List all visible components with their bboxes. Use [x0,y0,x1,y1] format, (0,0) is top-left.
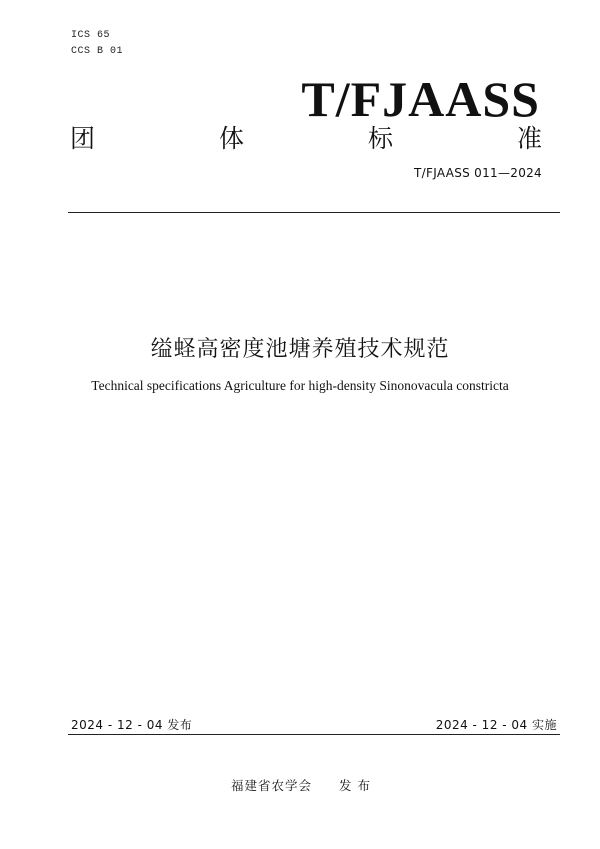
standard-type-char-1: 团 [70,124,96,153]
organization-code-heading: T/FJAASS [301,71,540,127]
bottom-divider [68,734,560,735]
standard-type-char-3: 标 [367,124,393,153]
ics-code: ICS 65 [71,30,111,41]
standard-type-char-2: 体 [218,124,244,153]
document-title-english: Technical specifications Agriculture for high-density Sinonovacula constricta [91,378,509,393]
document-title-chinese: 缢蛏高密度池塘养殖技术规范 [150,337,450,362]
ccs-code: CCS B 01 [71,46,124,57]
top-divider [68,212,560,213]
standard-type-label [70,126,542,151]
issue-date: 2024 - 12 - 04 发布 [71,718,193,732]
standard-number: T/FJAASS 011—2024 [414,166,542,180]
publisher-line: 福建省农学会 发 布 [231,778,371,793]
implementation-date: 2024 - 12 - 04 实施 [435,718,557,732]
standard-type-char-4: 准 [516,124,542,153]
